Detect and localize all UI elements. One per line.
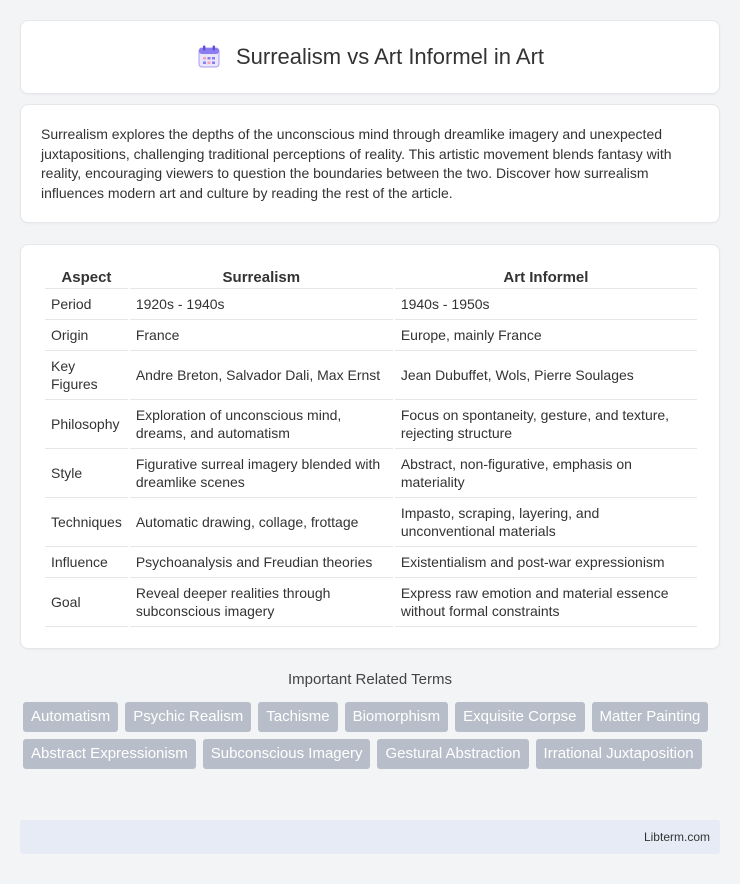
cell-aspect: Period bbox=[45, 289, 128, 320]
cell-aspect: Origin bbox=[45, 320, 128, 351]
header-surrealism: Surrealism bbox=[130, 265, 393, 289]
cell-art-informel: Jean Dubuffet, Wols, Pierre Soulages bbox=[395, 351, 697, 400]
cell-art-informel: Impasto, scraping, layering, and unconventional materials bbox=[395, 498, 697, 547]
cell-surrealism: 1920s - 1940s bbox=[130, 289, 393, 320]
related-term-tag[interactable]: Biomorphism bbox=[345, 702, 449, 732]
cell-surrealism: Andre Breton, Salvador Dali, Max Ernst bbox=[130, 351, 393, 400]
calendar-icon bbox=[196, 44, 222, 70]
related-terms-title: Important Related Terms bbox=[288, 671, 452, 688]
intro-card bbox=[20, 104, 720, 223]
comparison-table bbox=[43, 265, 699, 627]
related-term-tag[interactable]: Tachisme bbox=[258, 702, 337, 732]
cell-surrealism: France bbox=[130, 320, 393, 351]
cell-aspect: Philosophy bbox=[45, 400, 128, 449]
related-term-tag[interactable]: Subconscious Imagery bbox=[203, 739, 371, 769]
related-term-tag[interactable]: Irrational Juxtaposition bbox=[536, 739, 702, 769]
related-term-tag[interactable]: Abstract Expressionism bbox=[23, 739, 196, 769]
related-term-tag[interactable]: Automatism bbox=[23, 702, 118, 732]
header-aspect: Aspect bbox=[45, 265, 128, 289]
table-row bbox=[45, 449, 697, 498]
title-card bbox=[20, 20, 720, 94]
cell-art-informel: Focus on spontaneity, gesture, and texture, rejecting structure bbox=[395, 400, 697, 449]
cell-surrealism: Automatic drawing, collage, frottage bbox=[130, 498, 393, 547]
cell-art-informel: 1940s - 1950s bbox=[395, 289, 697, 320]
cell-art-informel: Abstract, non-figurative, emphasis on materiality bbox=[395, 449, 697, 498]
cell-aspect: Style bbox=[45, 449, 128, 498]
cell-surrealism: Reveal deeper realities through subconscious imagery bbox=[130, 578, 393, 627]
comparison-table-card bbox=[20, 244, 720, 649]
related-term-tag[interactable]: Gestural Abstraction bbox=[377, 739, 528, 769]
cell-aspect: Influence bbox=[45, 547, 128, 578]
cell-surrealism: Exploration of unconscious mind, dreams, and automatism bbox=[130, 400, 393, 449]
cell-art-informel: Existentialism and post-war expressionism bbox=[395, 547, 697, 578]
table-row bbox=[45, 320, 697, 351]
cell-aspect: Key Figures bbox=[45, 351, 128, 400]
table-row bbox=[45, 547, 697, 578]
header-art-informel: Art Informel bbox=[395, 265, 697, 289]
cell-aspect: Techniques bbox=[45, 498, 128, 547]
footer-site-link[interactable]: Libterm.com bbox=[643, 830, 710, 844]
cell-surrealism: Psychoanalysis and Freudian theories bbox=[130, 547, 393, 578]
footer bbox=[20, 820, 720, 854]
related-term-tag[interactable]: Psychic Realism bbox=[125, 702, 251, 732]
related-term-tag[interactable]: Matter Painting bbox=[592, 702, 709, 732]
intro-text: Surrealism explores the depths of the unconscious mind through dreamlike imagery and unexpected juxtapositions, challenging traditional perceptions of reality. This artistic movement blends fantasy with reality, encouraging viewers to question the boundaries between the two. Discover how surrealism influences modern art and culture by reading the rest of the article. bbox=[41, 126, 672, 201]
related-term-tag[interactable]: Exquisite Corpse bbox=[455, 702, 584, 732]
cell-art-informel: Express raw emotion and material essence without formal constraints bbox=[395, 578, 697, 627]
cell-surrealism: Figurative surreal imagery blended with dreamlike scenes bbox=[130, 449, 393, 498]
table-row bbox=[45, 578, 697, 627]
table-row bbox=[45, 351, 697, 400]
cell-aspect: Goal bbox=[45, 578, 128, 627]
table-row bbox=[45, 498, 697, 547]
table-header-row bbox=[45, 265, 697, 289]
related-terms-list bbox=[23, 702, 723, 769]
cell-art-informel: Europe, mainly France bbox=[395, 320, 697, 351]
table-row bbox=[45, 289, 697, 320]
table-row bbox=[45, 400, 697, 449]
page-title: Surrealism vs Art Informel in Art bbox=[235, 44, 545, 69]
